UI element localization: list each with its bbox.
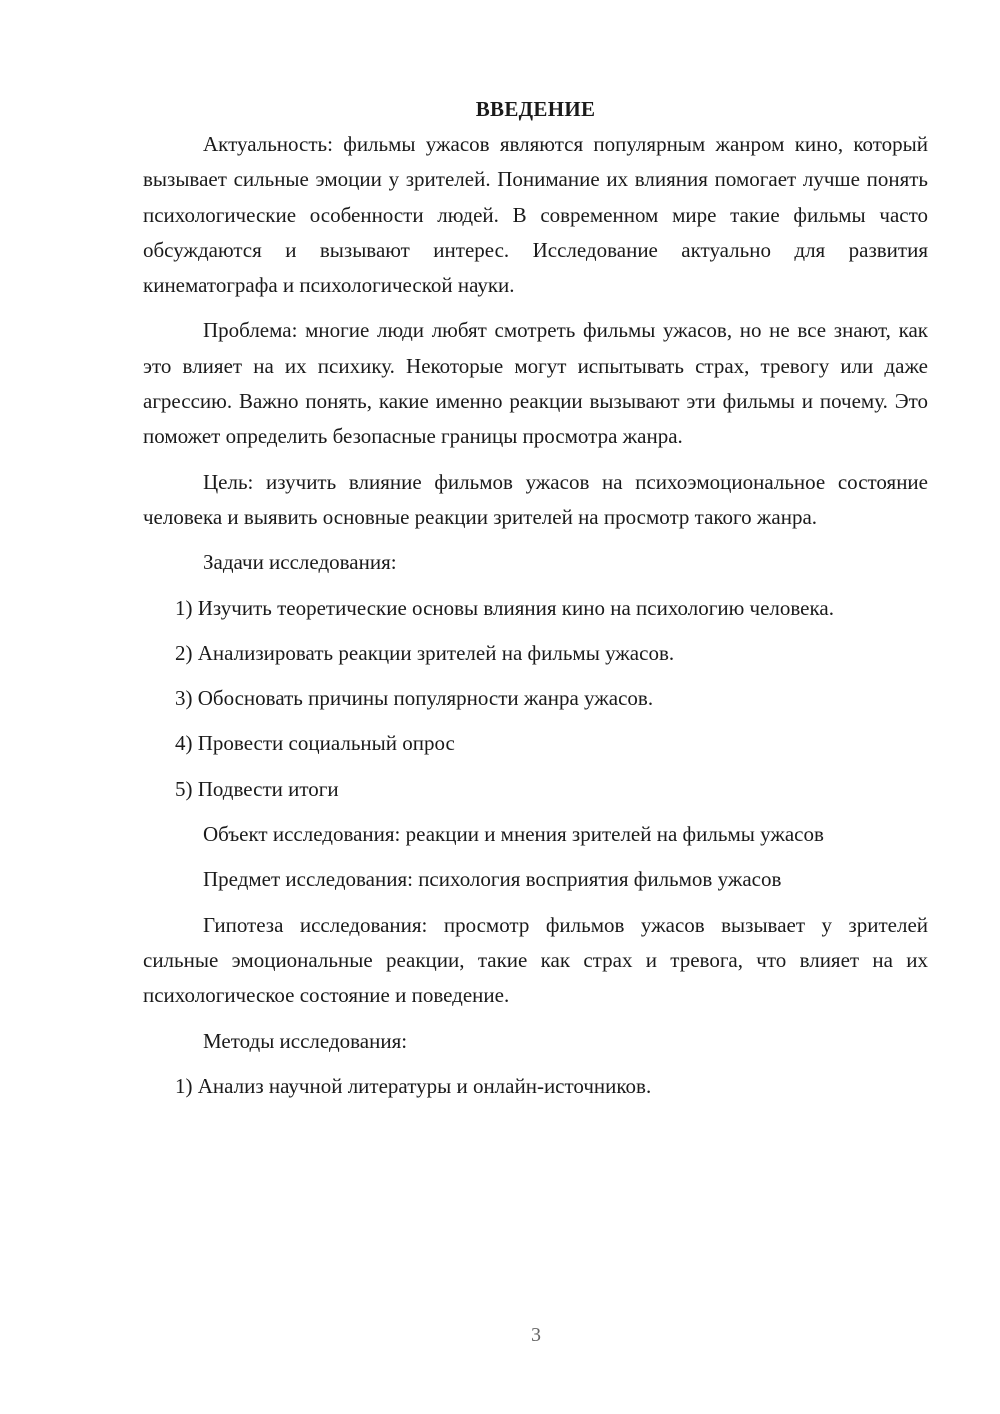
relevance-paragraph: Актуальность: фильмы ужасов являются популярным жанром кино, который вызывает сильные эмоции у зрителей. Понимание их влияния помогает лучше понять психологические особенности людей. В современном мире такие фильмы часто обсуждаются и вызывают интерес. Исследование актуально для развития кинематографа и психологической науки. — [143, 132, 928, 298]
problem-paragraph: Проблема: многие люди любят смотреть фильмы ужасов, но не все знают, как это влияет на их психику. Некоторые могут испытывать страх, тревогу или даже агрессию. Важно понять, какие именно реакции вызывают эти фильмы и почему. Это поможет определить безопасные границы просмотра жанра. — [143, 318, 928, 449]
tasks-heading: Задачи исследования: — [203, 550, 397, 575]
section-heading: ВВЕДЕНИЕ — [475, 97, 596, 121]
goal-paragraph: Цель: изучить влияние фильмов ужасов на психоэмоциональное состояние человека и выявить основные реакции зрителей на просмотр такого жанра. — [143, 469, 928, 529]
list-item: 4) Провести социальный опрос — [175, 731, 455, 756]
list-item: 2) Анализировать реакции зрителей на фильмы ужасов. — [175, 640, 675, 665]
document-page — [143, 92, 928, 1114]
methods-list — [143, 1069, 928, 1104]
hypothesis-paragraph: Гипотеза исследования: просмотр фильмов ужасов вызывает у зрителей сильные эмоциональные реакции, такие как страх и тревога, что влияет на их психологическое состояние и поведение. — [143, 912, 928, 1008]
object-paragraph: Объект исследования: реакции и мнения зрителей на фильмы ужасов — [203, 822, 824, 847]
subject-paragraph: Предмет исследования: психология восприятия фильмов ужасов — [203, 867, 782, 892]
list-item: 1) Анализ научной литературы и онлайн-источников. — [175, 1073, 652, 1098]
list-item: 3) Обосновать причины популярности жанра ужасов. — [175, 686, 654, 711]
list-item: 1) Изучить теоретические основы влияния кино на психологию человека. — [175, 595, 834, 620]
list-item: 5) Подвести итоги — [175, 776, 339, 801]
page-number: 3 — [531, 1324, 541, 1346]
tasks-list — [143, 591, 928, 807]
methods-heading: Методы исследования: — [203, 1028, 408, 1053]
